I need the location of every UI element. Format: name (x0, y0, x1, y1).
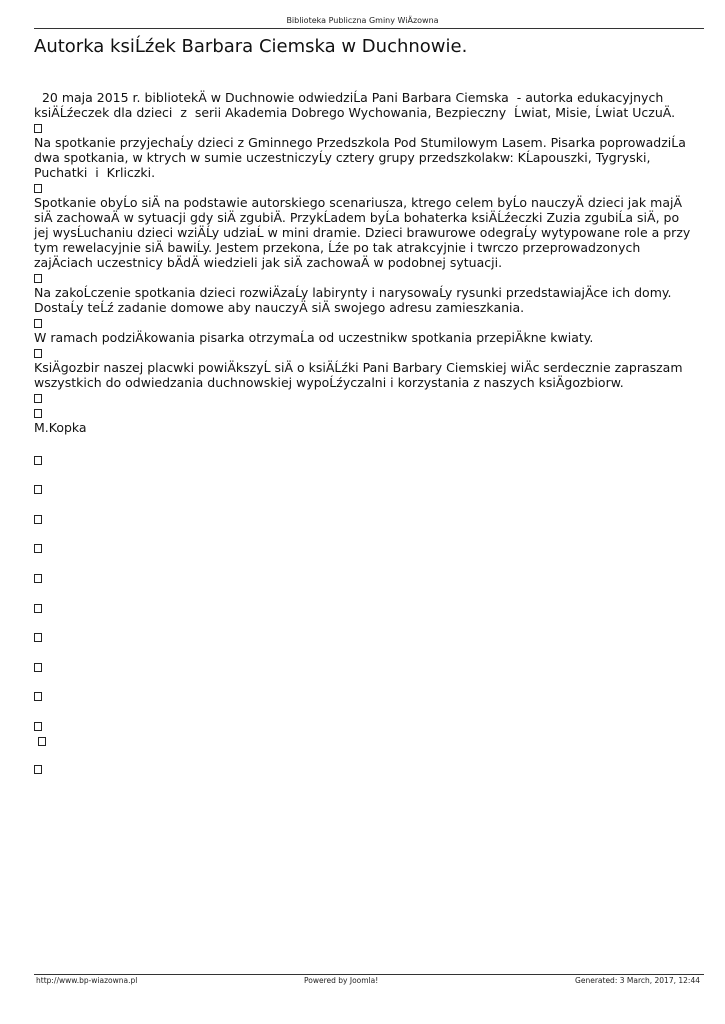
missing-glyph-box (34, 613, 694, 643)
footer-generated: Generated: 3 March, 2017, 12:44 (575, 976, 700, 985)
article-paragraph: Na zakoĹczenie spotkania dzieci rozwiÄzaĹy labirynty i narysowaĹy rysunki przedstawiajÄce ich domy. DostaĹy teĹź zadanie domowe aby nauczyÄ siÄ swojego adresu zamieszkania. (34, 285, 676, 315)
missing-glyph-box (34, 748, 694, 774)
header-divider (34, 28, 704, 29)
missing-glyph-box (34, 435, 694, 465)
missing-glyph-box (34, 733, 694, 748)
missing-glyph-box (34, 270, 694, 285)
article-title: Autorka ksiĹźek Barbara Ciemska w Duchnowie. (34, 36, 468, 57)
footer-url: http://www.bp-wiazowna.pl (36, 976, 138, 985)
footer-powered-by: Powered by Joomla! (304, 976, 379, 985)
article-body (34, 90, 694, 774)
article-paragraph: KsiÄgozbir naszej placwki powiÄkszyĹ siÄ o ksiÄĹźki Pani Barbary Ciemskiej wiÄc serdecznie zapraszam wszystkich do odwiedzania duchnowskiej wypoĹźyczalni i korzystania z naszych ksiÄgozbiorw. (34, 360, 687, 390)
article-paragraph: Spotkanie obyĹo siÄ na podstawie autorskiego scenariusza, ktrego celem byĹo nauczyÄ dzieci jak majÄ siÄ zachowaÄ w sytuacji gdy siÄ zgubiÄ. PrzykĹadem byĹa bohaterka ksiÄĹźeczki Zuzia zgubiĹa siÄ, po jej wysĹuchaniu dzieci wziÄĹy udziaĹ w mini dramie. Dzieci brawurowe odegraĹy wytypowane role a przy tym rewelacyjnie siÄ bawiĹy. Jestem przekona, Ĺźe po tak atrakcyjnie i twrczo przeprowadzonych zajÄciach uczestnicy bÄdÄ wiedzieli jak siÄ zachowaÄ w podobnej sytuacji. (34, 195, 695, 270)
missing-glyph-box (34, 553, 694, 583)
missing-glyph-box (34, 701, 694, 731)
missing-glyph-box (34, 405, 694, 420)
missing-glyph-box (34, 494, 694, 524)
article-paragraph: W ramach podziÄkowania pisarka otrzymaĹa od uczestnikw spotkania przepiÄkne kwiaty. (34, 330, 594, 345)
article-signature: M.Kopka (34, 420, 87, 435)
missing-glyph-box (34, 465, 694, 495)
footer-divider (34, 974, 704, 975)
missing-glyph-box (34, 345, 694, 360)
missing-glyph-box (34, 583, 694, 613)
missing-glyph-box (34, 120, 694, 135)
missing-glyph-box (34, 315, 694, 330)
missing-glyph-box (34, 642, 694, 672)
site-header: Biblioteka Publiczna Gminy WiÄzowna (286, 16, 439, 25)
missing-glyph-box (34, 524, 694, 554)
article-paragraph: Na spotkanie przyjechaĹy dzieci z Gminnego Przedszkola Pod Stumilowym Lasem. Pisarka poprowadziĹa dwa spotkania, w ktrych w sumie uczestniczyĹy cztery grupy przedszkolakw: KĹapouszki, Tygryski, Puchatki i Krliczki. (34, 135, 690, 180)
missing-glyph-box (34, 390, 694, 405)
missing-glyph-box (34, 180, 694, 195)
missing-glyph-box (34, 672, 694, 702)
article-paragraph: 20 maja 2015 r. bibliotekÄ w Duchnowie odwiedziĹa Pani Barbara Ciemska - autorka edukacyjnych ksiÄĹźeczek dla dzieci z serii Akademia Dobrego Wychowania, Bezpieczny Ĺwiat, Misie, Ĺwiat UczuÄ. (34, 90, 676, 120)
